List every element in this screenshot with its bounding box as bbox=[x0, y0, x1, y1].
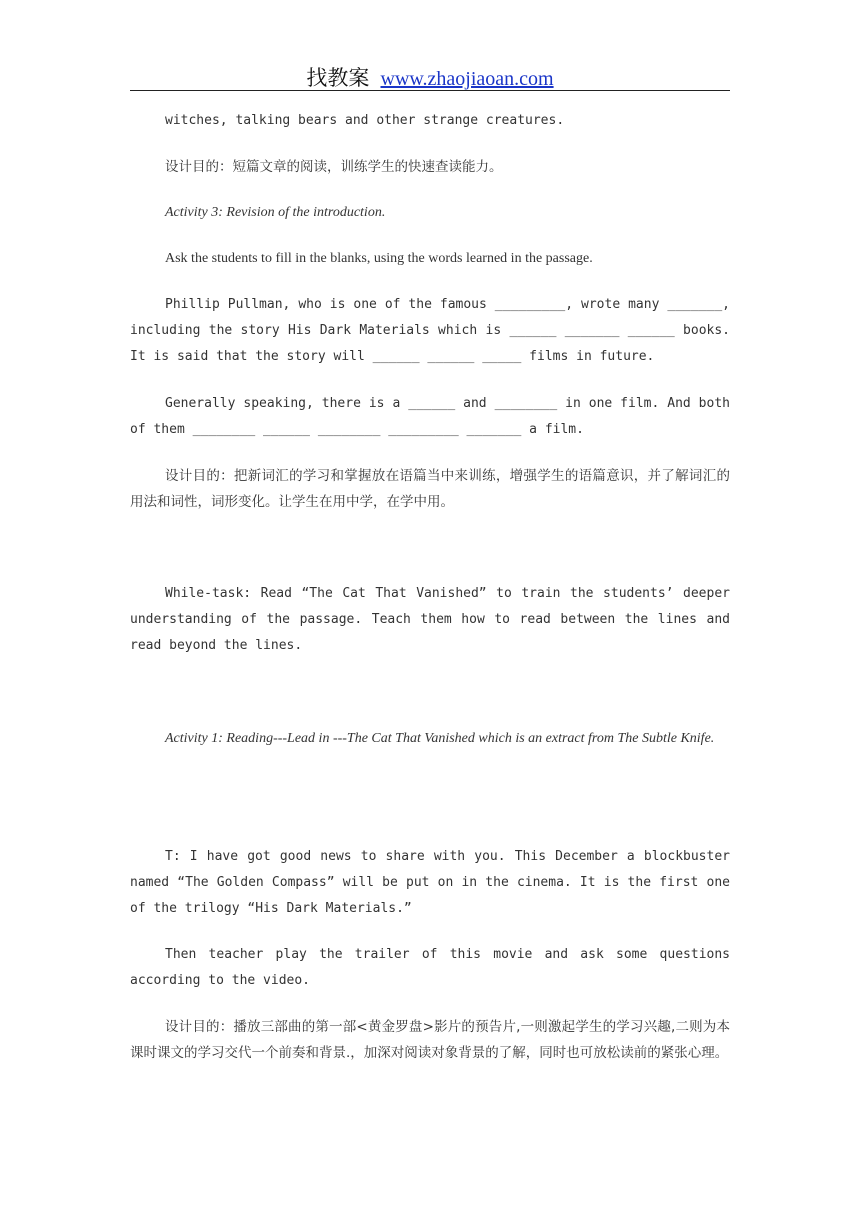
paragraph-design-purpose-3: 设计目的：播放三部曲的第一部<黄金罗盘>影片的预告片,一则激起学生的学习兴趣,二则为本课时课文的学习交代一个前奏和背景.，加深对阅读对象背景的了解，同时也可放松读前的紧张心理。 bbox=[130, 1019, 730, 1061]
paragraph-instructions: Ask the students to fill in the blanks, using the words learned in the passage. bbox=[165, 251, 593, 266]
paragraph-design-purpose-1: 设计目的：短篇文章的阅读，训练学生的快速查读能力。 bbox=[165, 159, 503, 175]
paragraph-teacher-talk: T: I have got good news to share with you. This December a blockbuster named “The Golden Compass” will be put on in the cinema. It is the first one of the trilogy “His Dark Materials.” bbox=[130, 849, 730, 916]
paragraph-trailer: Then teacher play the trailer of this movie and ask some questions according to the video. bbox=[130, 947, 730, 988]
site-url-link[interactable]: www.zhaojiaoan.com bbox=[380, 68, 554, 90]
paragraph-while-task: While-task: Read “The Cat That Vanished” to train the students’ deeper understanding of the passage. Teach them how to read between the lines and read beyond the lines. bbox=[130, 586, 730, 653]
paragraph-fill-blanks-2: Generally speaking, there is a ______ and ________ in one film. And both of them ________ ______ ________ _________ _______ a film. bbox=[130, 396, 730, 437]
activity-3-heading: Activity 3: Revision of the introduction. bbox=[165, 205, 386, 220]
paragraph-design-purpose-2: 设计目的：把新词汇的学习和掌握放在语篇当中来训练，增强学生的语篇意识，并了解词汇的用法和词性，词形变化。让学生在用中学，在学中用。 bbox=[130, 468, 730, 510]
page-header bbox=[130, 62, 730, 91]
paragraph-fill-blanks-1: Phillip Pullman, who is one of the famous _________, wrote many _______, including the story His Dark Materials which is ______ _______ ______ books. It is said that the story will ______ ______ _____ films in future. bbox=[130, 297, 730, 364]
site-name: 找教案 bbox=[306, 66, 370, 90]
paragraph-witches: witches, talking bears and other strange creatures. bbox=[165, 113, 565, 128]
activity-1-heading: Activity 1: Reading---Lead in ---The Cat That Vanished which is an extract from The Subtle Knife. bbox=[165, 731, 715, 746]
